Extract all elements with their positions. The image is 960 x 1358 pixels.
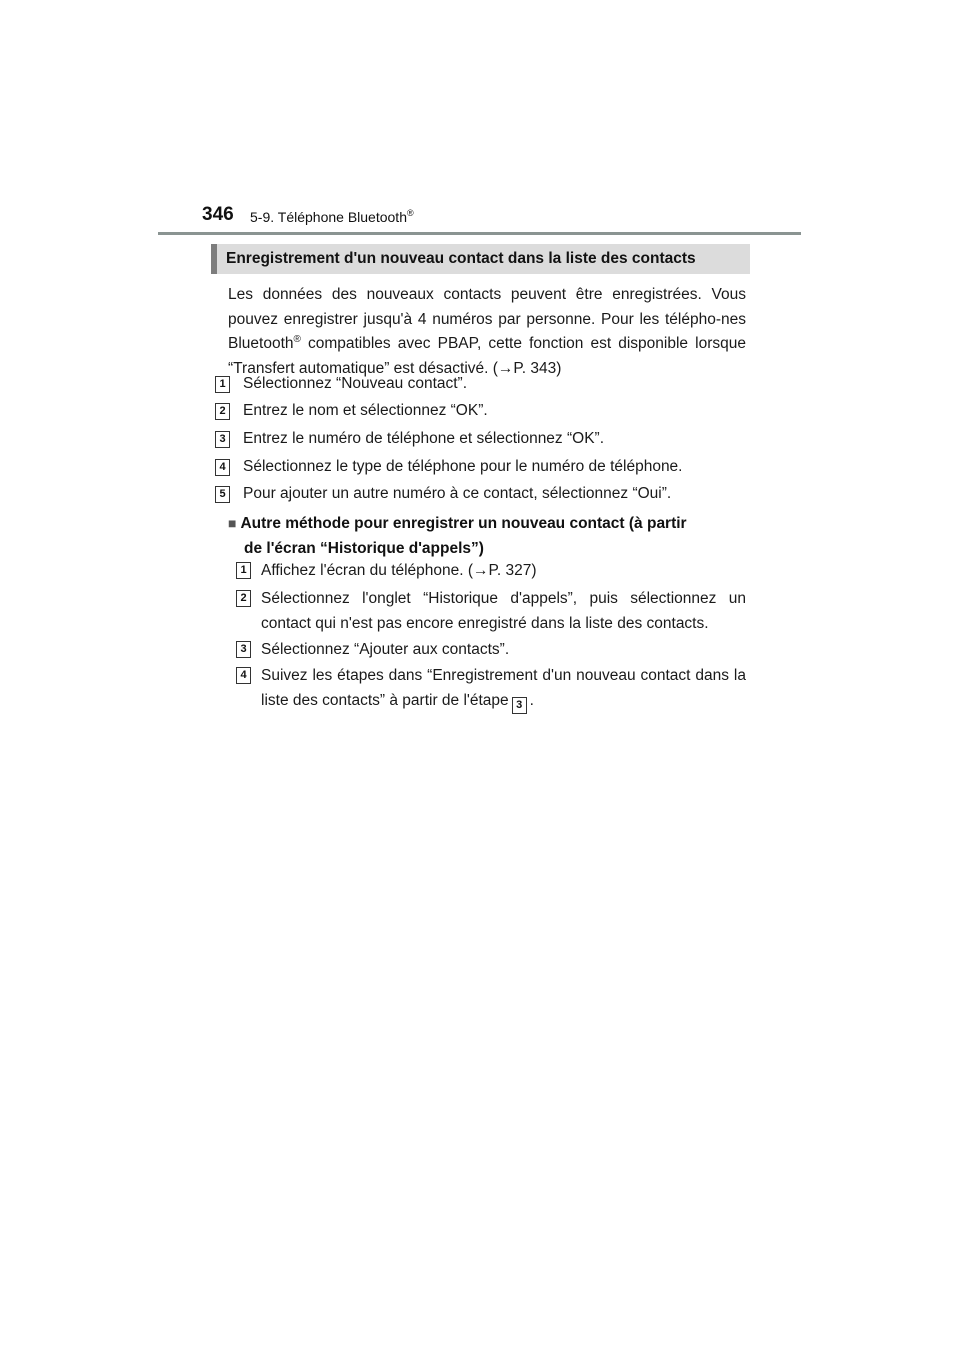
step-text: Entrez le numéro de téléphone et sélectionnez “OK”. xyxy=(243,430,605,447)
step-number-badge: 4 xyxy=(215,459,230,476)
step-number-badge: 5 xyxy=(215,486,230,503)
square-bullet-icon: ■ xyxy=(228,515,237,531)
header-rule xyxy=(158,232,801,235)
chapter-title xyxy=(250,208,414,225)
page-number: 346 xyxy=(202,204,234,225)
step-number-badge: 2 xyxy=(215,403,230,420)
step-text: Sélectionnez “Ajouter aux contacts”. xyxy=(261,641,510,658)
step-number-badge: 3 xyxy=(236,641,251,658)
step-number-badge: 3 xyxy=(215,431,230,448)
step-text: Entrez le nom et sélectionnez “OK”. xyxy=(243,402,488,419)
step-number-badge: 4 xyxy=(236,667,251,684)
sub-step-item xyxy=(236,587,746,636)
intro-text-2: compatibles avec PBAP, cette fonction est disponible lorsque “Transfert automatique” est désactivé. (→P. 343) xyxy=(228,335,746,377)
registered-mark: ® xyxy=(293,334,301,345)
sub-step-item xyxy=(236,638,746,663)
step-text: Suivez les étapes dans “Enregistrement d'un nouveau contact dans la liste des contacts” à partir de l'étape xyxy=(261,667,746,709)
step-item xyxy=(215,372,467,396)
alternative-method-heading xyxy=(228,511,746,561)
step-text-wrap xyxy=(261,664,746,714)
step-item xyxy=(215,482,671,506)
registered-mark: ® xyxy=(406,208,414,218)
step-item xyxy=(215,427,604,451)
section-banner: Enregistrement d'un nouveau contact dans la liste des contacts xyxy=(211,244,750,274)
sub-step-item xyxy=(236,559,746,584)
step-text: Sélectionnez le type de téléphone pour le numéro de téléphone. xyxy=(243,458,683,475)
step-text-end: . xyxy=(529,691,534,709)
intro-text-1: Les données des nouveaux contacts peuvent être enregistrées. Vous pouvez enregistrer jusqu'à 4 numéros par personne. Pour les télépho-nes Bluetooth xyxy=(228,286,746,352)
sub-step-item xyxy=(236,664,746,714)
heading-line-2: de l'écran “Historique d'appels”) xyxy=(244,540,484,557)
step-item xyxy=(215,455,683,479)
step-number-badge: 2 xyxy=(236,590,251,607)
step-text: Pour ajouter un autre numéro à ce contact, sélectionnez “Oui”. xyxy=(243,485,672,502)
step-item xyxy=(215,399,488,423)
step-text: Sélectionnez l'onglet “Historique d'appels”, puis sélectionnez un contact qui n'est pas encore enregistré dans la liste des contacts. xyxy=(261,590,746,632)
heading-line-1: Autre méthode pour enregistrer un nouveau contact (à partir xyxy=(240,515,687,532)
step-number-badge: 1 xyxy=(236,562,251,579)
chapter-title-text: 5-9. Téléphone Bluetooth xyxy=(250,209,407,225)
intro-paragraph xyxy=(228,283,746,381)
step-text: Sélectionnez “Nouveau contact”. xyxy=(243,375,468,392)
step-number-badge: 1 xyxy=(215,376,230,393)
step-text: Affichez l'écran du téléphone. (→P. 327) xyxy=(261,562,537,579)
step-reference-badge: 3 xyxy=(512,697,527,714)
